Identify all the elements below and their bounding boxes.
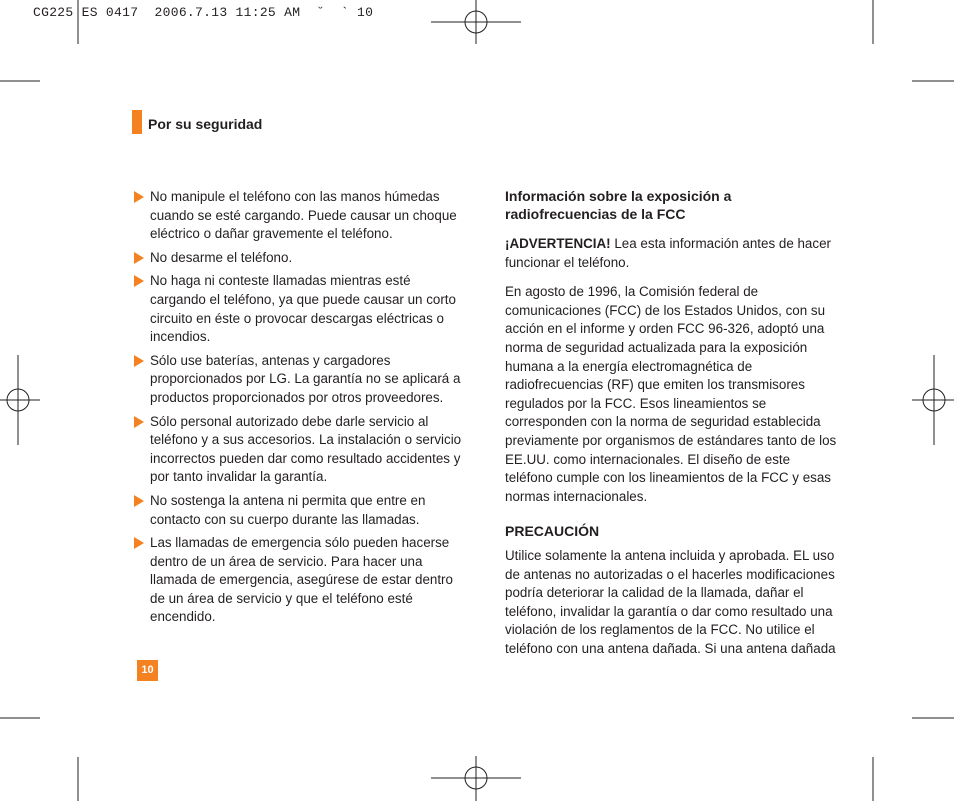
bullet-text: No desarme el teléfono.: [150, 249, 293, 265]
triangle-bullet-icon: [134, 355, 144, 367]
bullet-item: [134, 272, 466, 346]
bullet-text: No manipule el teléfono con las manos húmedas cuando se esté cargando. Puede causar un choque eléctrico o dañar gravemente el teléfono.: [150, 189, 457, 242]
triangle-bullet-icon: [134, 252, 144, 264]
bullet-text: Las llamadas de emergencia sólo pueden hacerse dentro de un área de servicio. Para hacer una llamada de emergencia, asegúrese de estar dentro de un área de servicio y que el teléfono esté encendido.: [150, 535, 453, 625]
bullet-item: [134, 249, 466, 268]
warning-paragraph: [505, 235, 837, 272]
section-title: Por su seguridad: [148, 116, 263, 132]
right-column: [505, 187, 837, 669]
precaution-paragraph: Utilice solamente la antena incluida y aprobada. EL uso de antenas no autorizadas o el hacerles modificaciones podría deteriorar la calidad de la llamada, dañar el teléfono, invalidar la garantía o dar como resultado una violación de los reglamentos de la FCC. No utilice el teléfono con una antena dañada. Si una antena dañada: [505, 547, 836, 656]
section-tab-marker: [132, 110, 142, 134]
precaution-heading: PRECAUCIÓN: [505, 523, 600, 540]
bullet-item: [134, 492, 466, 529]
fcc-paragraph: En agosto de 1996, la Comisión federal de comunicaciones (FCC) de los Estados Unidos, con su acción en el informe y orden FCC 96-326, adoptó una norma de seguridad actualizada para la exposición humana a la energía electromagnética de radiofrecuencias (RF) que emiten los transmisores regulados por la FCC. Esos lineamientos se corresponden con la norma de seguridad establecida previamente por organismos de estándares tanto de los EE.UU. como internacionales. El diseño de este teléfono cumple con los lineamientos de la FCC y esas normas internacionales.: [505, 284, 837, 504]
page-number: 10: [137, 660, 158, 681]
left-column: [134, 188, 466, 632]
triangle-bullet-icon: [134, 191, 144, 203]
bullet-text: No haga ni conteste llamadas mientras esté cargando el teléfono, ya que puede causar un corto circuito en éste o provocar descargas eléctricas o incendios.: [150, 273, 456, 345]
triangle-bullet-icon: [134, 416, 144, 428]
triangle-bullet-icon: [134, 275, 144, 287]
bullet-text: Sólo use baterías, antenas y cargadores proporcionados por LG. La garantía no se aplicará a productos proporcionados por otros proveedores.: [150, 352, 461, 405]
warning-text: Lea esta información antes de hacer funcionar el teléfono.: [505, 236, 831, 270]
bullet-text: No sostenga la antena ni permita que entre en contacto con su cuerpo durante las llamadas.: [150, 492, 426, 527]
triangle-bullet-icon: [134, 537, 144, 549]
bullet-text: Sólo personal autorizado debe darle servicio al teléfono y a sus accesorios. La instalación o servicio incorrectos pueden dar como resultado accidentes y por tanto invalidar la garantía.: [150, 413, 462, 485]
bullet-item: [134, 188, 466, 244]
bullet-item: [134, 534, 466, 627]
print-slug: CG225 ES 0417 2006.7.13 11:25 AM ˘ ` 10: [33, 5, 374, 20]
warning-label: ¡ADVERTENCIA!: [505, 236, 611, 251]
triangle-bullet-icon: [134, 495, 144, 507]
bullet-item: [134, 413, 466, 487]
fcc-heading: Información sobre la exposición a radiofrecuencias de la FCC: [505, 188, 732, 222]
bullet-item: [134, 352, 466, 408]
